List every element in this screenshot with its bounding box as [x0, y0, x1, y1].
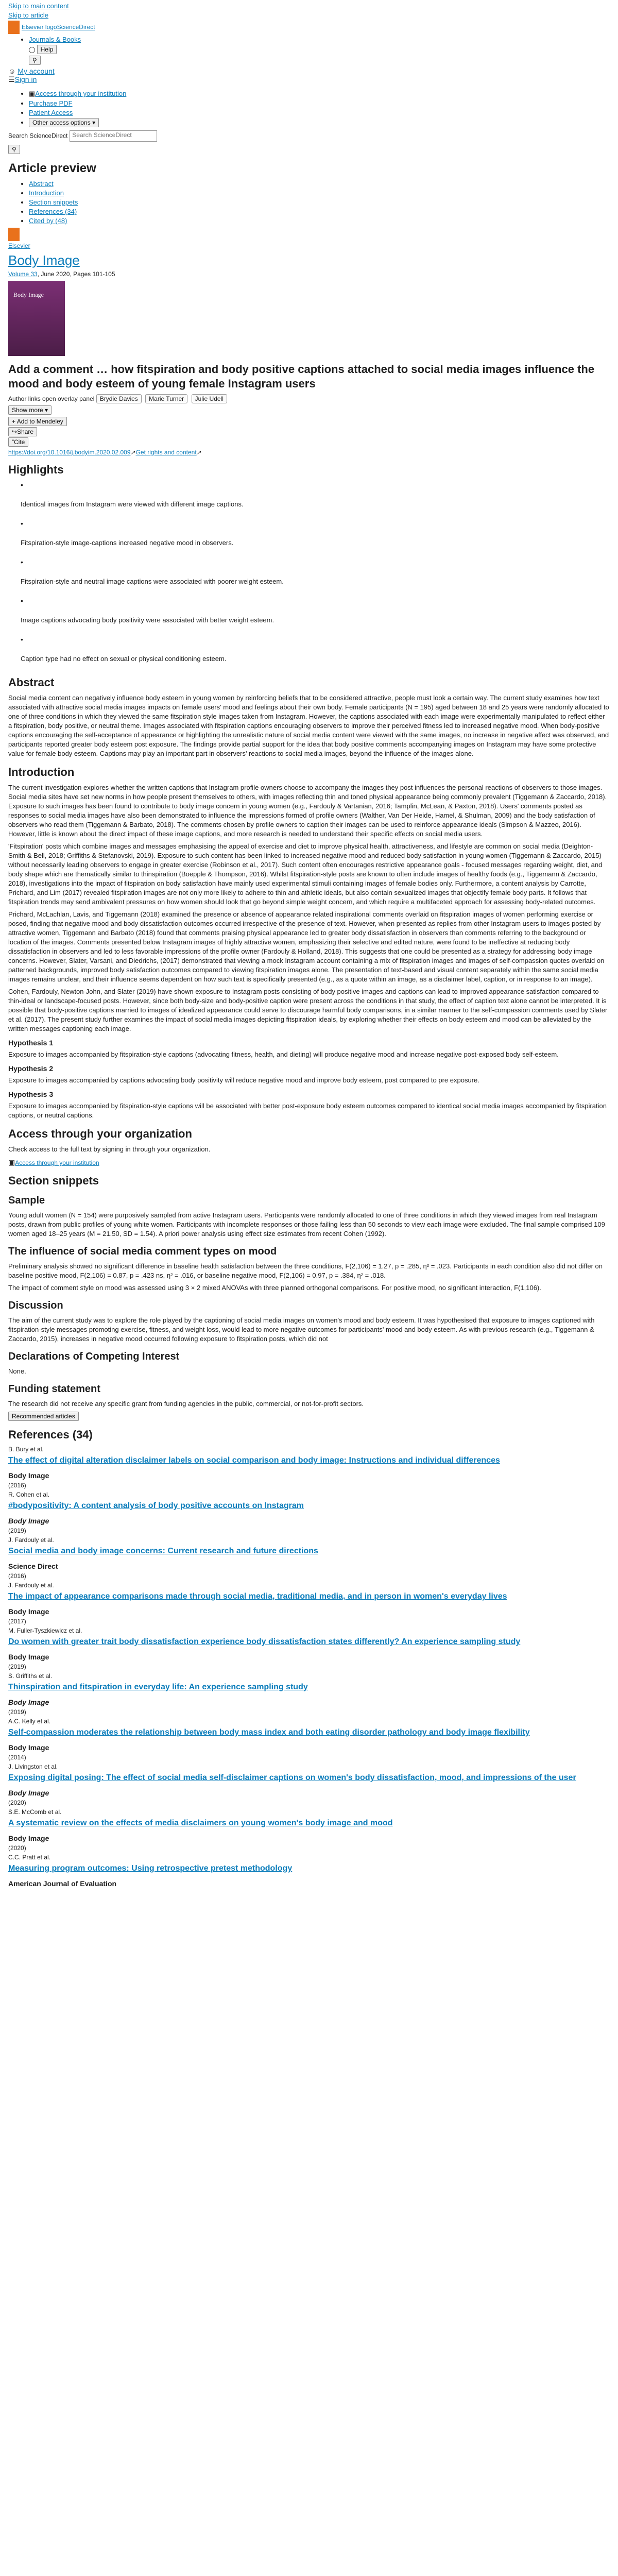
- intro-paragraph: 'Fitspiration' posts which combine images and messages emphasising the appeal of exercise and diet to improve physical health, attractiveness, and lifestyle are common on social media (Deighton-Smith & Bell, 2018; Griffiths & Stefanovski, 2019). Exposure to such content has been linked to increased negative mood and reduced body satisfaction in young women (Tiggemann & Zaccardo, 2015) without necessarily leading observers to engage in greater exercise (Robinson et al., 2017). Such content often encourages restrictive appearance goals - focused messages regarding weight, diet, and body shape which are thematically similar to thinspiration (Boepple & Thompson, 2016). Whilst fitspiration-style posts are known to often include images of healthy foods (e.g., Tiggemann & Zaccardo, 2018), investigations into the impact of fitspiration on body satisfaction have mainly used experimental stimuli containing images of female bodies only. Furthermore, a content analysis by Carrotte, Prichard, and Lim (2017) revealed fitspiration images are not only more likely to adhere to thin and athletic ideals, but also contain sexualized images that objectify female body parts. It follows that fitspiration trends may send ambivalent pressures on how women should look that go beyond simple weight concern, and which require a multifaceted approach for assessing body-related outcomes.: [8, 842, 603, 906]
- funding-heading: Funding statement: [8, 1383, 100, 1395]
- help-icon: [29, 47, 35, 53]
- access-institution-link-body[interactable]: Access through your institution: [15, 1159, 99, 1166]
- share-label: Share: [17, 428, 34, 435]
- account-icon: ☺: [8, 67, 16, 75]
- reference-year: (2020): [8, 1799, 26, 1806]
- reference-title-link[interactable]: Exposing digital posing: The effect of social media self-disclaimer captions on women's body dissatisfaction, mood, and impressions of the user: [8, 1773, 576, 1782]
- reference-journal: Body Image: [8, 1698, 49, 1706]
- sign-in-link[interactable]: Sign in: [14, 75, 37, 83]
- reference-year: (2016): [8, 1482, 26, 1489]
- show-more-label: Show more: [12, 406, 43, 414]
- highlight-item: Image captions advocating body positivity were associated with better weight esteem.: [21, 616, 274, 624]
- highlight-item: Fitspiration-style image-captions increased negative mood in observers.: [21, 539, 234, 547]
- sample-heading: Sample: [8, 1195, 45, 1206]
- reference-authors: A.C. Kelly et al.: [8, 1718, 51, 1725]
- rights-link[interactable]: Get rights and content: [135, 449, 197, 456]
- cover-title: Body Image: [13, 291, 44, 298]
- discussion-text: The aim of the current study was to explore the role played by the captioning of social media images on women's mood and body esteem. It was hypothesised that exposure to images captioned with fitspiration-style messages promoting exercise, fitness, and weight loss, would lead to more negative outcomes for participants' mood and body esteem. As with previous research (e.g., Tiggemann & Zaccardo, 2015), increases in negative mood occurred following exposure to fitspiration posts, which did not: [8, 1316, 595, 1343]
- doi-link[interactable]: https://doi.org/10.1016/j.bodyim.2020.02.009: [8, 449, 131, 456]
- reference-journal: Body Image: [8, 1607, 49, 1616]
- access-heading: Access through your organization: [8, 1127, 192, 1140]
- reference-year: (2020): [8, 1844, 26, 1852]
- access-institution-link[interactable]: Access through your institution: [35, 90, 127, 97]
- quote-icon: ”: [12, 438, 14, 446]
- external-link-icon: ↗: [130, 449, 136, 456]
- hypothesis-label: Hypothesis 1: [8, 1039, 54, 1047]
- institution-access-icon: ▣: [29, 90, 36, 97]
- hypothesis-text: Exposure to images accompanied by captions advocating body positivity will reduce negative mood and improve body esteem, post compared to pre exposure.: [8, 1076, 479, 1084]
- competing-interest-heading: Declarations of Competing Interest: [8, 1351, 180, 1362]
- highlights-list: [8, 481, 610, 663]
- search-button-top[interactable]: [29, 56, 41, 65]
- reference-year: (2014): [8, 1754, 26, 1761]
- other-access-label: Other access options: [32, 119, 91, 126]
- toc-introduction[interactable]: Introduction: [29, 189, 64, 197]
- funding-text: The research did not receive any specific grant from funding agencies in the public, commercial, or not-for-profit sectors.: [8, 1400, 364, 1408]
- toc-cited-by[interactable]: Cited by (48): [29, 217, 67, 225]
- help-button[interactable]: Help: [37, 45, 57, 54]
- skip-to-article-link[interactable]: Skip to article: [8, 11, 49, 19]
- add-mendeley-label: Add to Mendeley: [16, 418, 63, 425]
- reference-authors: S. Griffiths et al.: [8, 1672, 53, 1680]
- recommended-articles-button[interactable]: Recommended articles: [8, 1412, 79, 1421]
- introduction-heading: Introduction: [8, 766, 75, 778]
- reference-title-link[interactable]: Thinspiration and fitspiration in everyday life: An experience sampling study: [8, 1683, 308, 1691]
- reference-authors: C.C. Pratt et al.: [8, 1854, 51, 1861]
- reference-year: (2016): [8, 1572, 26, 1580]
- intro-paragraph: Cohen, Fardouly, Newton-John, and Slater (2019) have shown exposure to Instagram posts consisting of body positive images and captions can lead to improved appearance satisfaction compared to thin-ideal or landscape-focused posts. However, since both body-size and body-positive caption were present across the conditions in that study, the effect of caption text alone cannot be interpreted. It is possible that body-positive captions married to images of idealized appearance could serve to discourage harmful body comparisons, in a similar manner to the self-compassion comments used by Slater et al. (2017). The present study further examines the impact of social media images depicting fitspiration ideals, by exploring whether their effects on body esteem and mood can be alleviated by the written messages captioning each image.: [8, 988, 608, 1032]
- toc-list: [8, 180, 610, 225]
- highlights-heading: Highlights: [8, 463, 64, 476]
- influence-heading: The influence of social media comment types on mood: [8, 1246, 277, 1257]
- hypothesis-text: Exposure to images accompanied by fitspiration-style captions will be associated with better post-exposure body esteem outcomes compared to identical social media images accompanied by fitspiration captions, or neutral captions.: [8, 1102, 607, 1119]
- journal-cover[interactable]: [8, 281, 65, 356]
- skip-to-main-link[interactable]: Skip to main content: [8, 2, 69, 10]
- patient-access-link[interactable]: Patient Access: [29, 109, 73, 116]
- purchase-pdf-link[interactable]: Purchase PDF: [29, 99, 73, 107]
- influence-paragraph: Preliminary analysis showed no significant difference in baseline health satisfaction between the three conditions, F(2,106) = 1.27, p = .285, η² = .023. Participants in each condition also did not differ on baseline positive mood, F(2,106) = 0.87, p = .423 ns, η² = .016, or baseline negative mood, F(2,106) = 0.97, p = .384, η² = .018.: [8, 1262, 603, 1279]
- add-to-mendeley-button[interactable]: [8, 417, 67, 426]
- reference-authors: J. Fardouly et al.: [8, 1582, 54, 1589]
- article-title: Add a comment … how fitspiration and body positive captions attached to social media images influence the mood and body esteem of young female Instagram users: [8, 363, 595, 390]
- my-account-link[interactable]: My account: [18, 67, 55, 75]
- intro-paragraph: The current investigation explores whether the written captions that Instagram profile owners choose to accompany the images they post influences the personal reactions of observers to those images. Social media sites have set new norms in how people present themselves to others, with images reflecting thin and toned physical appearance being commonly prevalent (Tiggemann & Zaccardo, 2018). Exposure to such images has been found to contribute to body image concern in young women (e.g., Fardouly & Vartanian, 2016; Tamplin, McLean, & Paxton, 2018). Users' comments posted as responses to social media images have also been demonstrated to influence the impressions formed of profile owners (Walther, Van Der Heide, Hamel, & Shulman, 2009) and the body satisfaction of observers who read them (Tiggemann & Barbato, 2018). The comments chosen by profile owners to caption their images can be used to reinforce appearance ideals (Simpson & Mazzeo, 2016). However, little is known about the direct impact of these image captions, and more research is needed to understand their specific effects on social media users.: [8, 784, 607, 838]
- author-button[interactable]: Marie Turner: [145, 394, 187, 403]
- reference-year: (2019): [8, 1708, 26, 1716]
- reference-year: (2019): [8, 1527, 26, 1534]
- share-icon: ↪: [12, 428, 18, 435]
- elsevier-logo-alt-link[interactable]: Elsevier logo: [21, 23, 57, 31]
- reference-journal: Body Image: [8, 1834, 49, 1842]
- reference-title-link[interactable]: Self-compassion moderates the relationship between body mass index and both eating disorder pathology and body image flexibility: [8, 1728, 530, 1737]
- reference-authors: J. Fardouly et al.: [8, 1536, 54, 1544]
- highlight-item: Caption type had no effect on sexual or physical conditioning esteem.: [21, 655, 227, 663]
- access-text: Check access to the full text by signing in through your organization.: [8, 1145, 211, 1153]
- publisher-link[interactable]: Elsevier: [8, 242, 30, 249]
- other-access-options-dropdown[interactable]: [29, 118, 99, 127]
- reference-journal: Body Image: [8, 1517, 49, 1525]
- reference-journal: Science Direct: [8, 1562, 58, 1570]
- abstract-heading: Abstract: [8, 676, 55, 689]
- toc-section-snippets[interactable]: Section snippets: [29, 198, 78, 206]
- reference-authors: S.E. McComb et al.: [8, 1808, 62, 1816]
- reference-year: (2019): [8, 1663, 26, 1670]
- reference-journal: Body Image: [8, 1789, 49, 1797]
- external-link-icon: ↗: [196, 449, 202, 456]
- abstract-text: Social media content can negatively influence body esteem in young women by reinforcing beliefs that to be considered attractive, people must look a certain way. The current study examines how text associated with attractive social media images impacts on female users' mood and feelings about their own body. Female participants (N = 195) aged between 18 and 25 years were randomly allocated to one of three conditions in which they viewed the same fitspiration style images taken from Instagram. However, the captions associated with each image were experimentally manipulated to reflect either a fitspiration, body positive, or neutral theme. Images associated with fitspiration captions encouraging observers to improve their perceived fitness led to increased negative mood. When body-positive captions encouraging the self-acceptance of appearance or highlighting the unrealistic nature of social media content were viewed with the same images, no increase in negative affect was observed, and participants reported greater body esteem post exposure. The findings provide partial support for the idea that body positive comments accompanying images on Instagram may have some protective value for female body esteem. Captions may play an important part in observers' reactions to social media images, beyond the influence of the images alone.: [8, 694, 609, 757]
- reference-authors: R. Cohen et al.: [8, 1491, 50, 1498]
- references-list: [8, 1446, 610, 1888]
- search-submit-icon: ⚲: [12, 146, 16, 153]
- influence-paragraph: The impact of comment style on mood was assessed using 3 × 2 mixed ANOVAs with three planned orthogonal comparisons. For positive mood, no significant interaction, F(1,106).: [8, 1284, 541, 1292]
- author-links-note: Author links open overlay panel: [8, 395, 95, 402]
- bullet-icon: •: [21, 558, 23, 566]
- search-input[interactable]: Search ScienceDirect: [70, 130, 157, 142]
- reference-authors: B. Bury et al.: [8, 1446, 44, 1453]
- reference-journal: Body Image: [8, 1743, 49, 1752]
- journals-books-link[interactable]: Journals & Books: [29, 36, 81, 43]
- institution-icon: ☰: [8, 75, 15, 83]
- author-button[interactable]: Julie Udell: [192, 394, 227, 403]
- reference-journal: American Journal of Evaluation: [8, 1879, 117, 1888]
- reference-title-link[interactable]: Measuring program outcomes: Using retrospective pretest methodology: [8, 1864, 293, 1873]
- highlight-item: Fitspiration-style and neutral image captions were associated with poorer weight esteem.: [21, 578, 284, 585]
- competing-interest-text: None.: [8, 1367, 26, 1375]
- reference-year: (2017): [8, 1618, 26, 1625]
- elsevier-logo[interactable]: [8, 21, 20, 34]
- reference-authors: J. Livingston et al.: [8, 1763, 58, 1770]
- sciencedirect-brand-link[interactable]: ScienceDirect: [57, 23, 95, 31]
- institution-access-icon: ▣: [8, 1158, 15, 1166]
- reference-title-link[interactable]: A systematic review on the effects of media disclaimers on young women's body image and mood: [8, 1819, 393, 1827]
- reference-title-link[interactable]: #bodypositivity: A content analysis of body positive accounts on Instagram: [8, 1501, 304, 1510]
- share-button[interactable]: [8, 427, 37, 436]
- references-heading: References (34): [8, 1428, 93, 1441]
- reference-title-link[interactable]: The effect of digital alteration disclaimer labels on social comparison and body image: Instructions and individual differences: [8, 1456, 500, 1465]
- show-more-button[interactable]: [8, 405, 52, 415]
- plus-icon: +: [12, 418, 16, 425]
- reference-journal: Body Image: [8, 1653, 49, 1661]
- chevron-down-icon: ▾: [92, 119, 96, 126]
- search-icon: ⚲: [32, 57, 37, 64]
- volume-link[interactable]: Volume 33: [8, 270, 38, 278]
- toc-abstract[interactable]: Abstract: [29, 180, 54, 188]
- discussion-heading: Discussion: [8, 1300, 63, 1311]
- cite-label: Cite: [14, 438, 25, 446]
- reference-title-link[interactable]: Social media and body image concerns: Current research and future directions: [8, 1547, 318, 1555]
- intro-paragraph: Prichard, McLachlan, Lavis, and Tiggemann (2018) examined the presence or absence of appearance related inspirational comments overlaid on fitspiration images of women performing exercise or posed, finding that negative mood and body dissatisfaction outcomes occurred irrespective of the presence of text. However, when presented as replies from other Instagram users to images posted by attractive women, Tiggemann and Barbato (2018) found that comments praising physical appearance led to greater body dissatisfaction in observers than comments referring to the background or location of the images. Comments presented below Instagram images of highly attractive women, emphasizing their selective and edited nature, were found to be ineffective at reducing body dissatisfaction in observers and led to less favorable impressions of the profile owner (Fardouly & Holland, 2018). This suggests that one could be presented as a strategy for addressing body image concerns. However, Slater, Varsani, and Diedrichs, (2017) demonstrated that viewing a mock Instagram account containing a mix of fitspiration images and images of self-compassion quotes overlaid on patterned backgrounds, improved body satisfaction outcomes compared to viewing fitspiration images alone. The presentation of text-based and visual content separately within the same social media images remains unclear, and their influence seems dependent on how such text is specifically presented (e.g., as a quote within an image, as a disclaimer label, caption, or in response to an image).: [8, 910, 605, 983]
- reference-authors: M. Fuller-Tyszkiewicz et al.: [8, 1627, 82, 1634]
- issue-info: , June 2020, Pages 101-105: [37, 270, 115, 278]
- publisher-logo[interactable]: [8, 228, 20, 241]
- hypothesis-label: Hypothesis 2: [8, 1064, 54, 1073]
- bullet-icon: •: [21, 597, 23, 605]
- cite-button[interactable]: [8, 437, 28, 447]
- highlight-item: Identical images from Instagram were viewed with different image captions.: [21, 500, 244, 508]
- search-submit-button[interactable]: [8, 145, 20, 154]
- article-preview-heading: Article preview: [8, 161, 96, 175]
- reference-title-link[interactable]: The impact of appearance comparisons made through social media, traditional media, and in person in women's everyday lives: [8, 1592, 507, 1601]
- section-snippets-heading: Section snippets: [8, 1174, 99, 1187]
- search-label: Search ScienceDirect: [8, 132, 68, 140]
- chevron-down-icon: ▾: [45, 406, 48, 414]
- bullet-icon: •: [21, 481, 23, 489]
- hypothesis-label: Hypothesis 3: [8, 1090, 54, 1098]
- bullet-icon: •: [21, 635, 23, 643]
- reference-title-link[interactable]: Do women with greater trait body dissatisfaction experience body dissatisfaction states differently? An experience sampling study: [8, 1637, 521, 1646]
- hypothesis-text: Exposure to images accompanied by fitspiration-style captions (advocating fitness, health, and dieting) will produce negative mood and increase negative post-exposed body self-esteem.: [8, 1050, 559, 1058]
- author-button[interactable]: Brydie Davies: [96, 394, 142, 403]
- sample-text: Young adult women (N = 154) were purposively sampled from active Instagram users. Participants were randomly allocated to one of three conditions in which they viewed images from real Instagram posts, drawn from public profiles of young white women. Participants with incomplete responses or those failing less than 50 seconds to view each image were excluded. The final sample comprised 109 women aged 18–25 years (M = 21.50, SD = 1.54). A priori power analysis using effect size estimates from recent Cohen (1992).: [8, 1211, 605, 1238]
- bullet-icon: •: [21, 519, 23, 528]
- toc-references[interactable]: References (34): [29, 208, 77, 215]
- reference-journal: Body Image: [8, 1471, 49, 1480]
- journal-title-link[interactable]: Body Image: [8, 252, 80, 268]
